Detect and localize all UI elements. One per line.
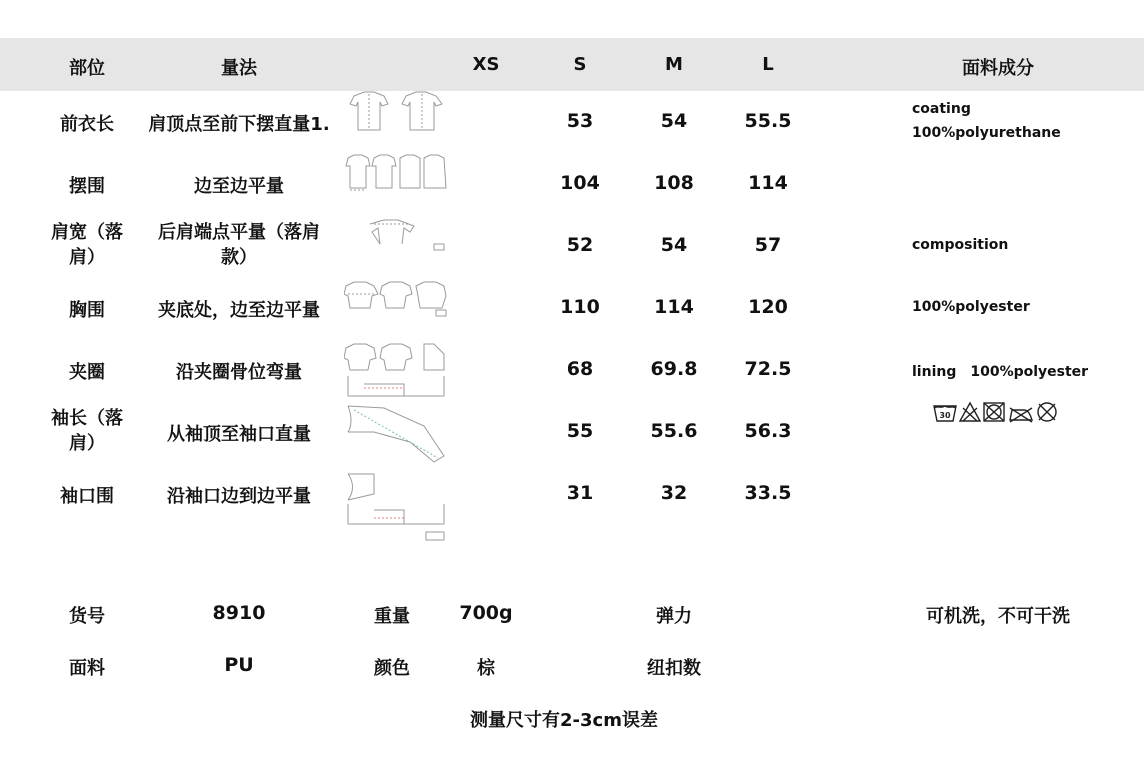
weight-label: 重量 [374, 606, 410, 627]
iron-icon [1010, 408, 1032, 422]
row-method: 边至边平量 [194, 176, 284, 197]
weight-value: 700g [459, 602, 513, 624]
lining-text: lining 100%polyester [912, 364, 1089, 380]
wash-note: 可机洗，不可干洗 [926, 606, 1070, 627]
composition-label: composition [912, 237, 1009, 253]
row-method: 从袖顶至袖口直量 [167, 424, 311, 445]
row-size-l: 33.5 [744, 482, 792, 504]
row-method: 沿袖口边到边平量 [167, 486, 311, 507]
armhole-diagram-icon [344, 340, 448, 400]
coating-label: coating [912, 101, 971, 117]
elasticity-label: 弹力 [656, 606, 692, 627]
row-size-s: 31 [566, 482, 594, 504]
row-size-l: 120 [748, 296, 788, 318]
row-size-m: 32 [660, 482, 688, 504]
cuff-diagram-icon [344, 470, 448, 544]
row-size-l: 56.3 [744, 420, 792, 442]
coating-value: 100%polyurethane [912, 125, 1061, 141]
item-no-label: 货号 [69, 606, 105, 627]
header-method: 量法 [221, 58, 257, 79]
row-size-l: 72.5 [744, 358, 792, 380]
front-length-diagram-icon [344, 90, 448, 134]
row-part: 袖长（落肩） [51, 408, 123, 454]
color-value: 棕 [477, 658, 495, 679]
header-s: S [573, 54, 587, 75]
row-size-m: 55.6 [650, 420, 698, 442]
header-m: M [665, 54, 683, 75]
header-part: 部位 [69, 58, 105, 79]
care-symbols [932, 400, 1062, 424]
row-method: 后肩端点平量（落肩款） [158, 222, 320, 268]
header-l: L [762, 54, 774, 75]
row-size-s: 52 [566, 234, 594, 256]
svg-text:30: 30 [939, 411, 951, 420]
row-size-m: 54 [660, 110, 688, 132]
bleach-icon [960, 403, 980, 421]
row-part: 袖口围 [60, 486, 114, 507]
fabric-value: PU [224, 654, 254, 676]
color-label: 颜色 [374, 658, 410, 679]
shoulder-diagram-icon [344, 214, 448, 256]
no-tumble-dry-icon [984, 403, 1004, 421]
row-part: 摆围 [69, 176, 105, 197]
no-dry-clean-icon [1038, 403, 1056, 421]
row-size-l: 114 [748, 172, 788, 194]
row-size-s: 68 [566, 358, 594, 380]
row-part: 肩宽（落肩） [51, 222, 123, 268]
row-part: 前衣长 [60, 114, 114, 135]
header-composition: 面料成分 [962, 58, 1034, 79]
row-size-m: 69.8 [650, 358, 698, 380]
row-size-s: 55 [566, 420, 594, 442]
chest-diagram-icon [344, 278, 448, 320]
buttons-label: 纽扣数 [647, 658, 701, 679]
row-size-l: 57 [754, 234, 782, 256]
row-method: 夹底处，边至边平量 [158, 300, 320, 321]
row-size-s: 53 [566, 110, 594, 132]
composition-value: 100%polyester [912, 299, 1030, 315]
row-part: 夹圈 [69, 362, 105, 383]
footer-note: 测量尺寸有2-3cm误差 [470, 710, 658, 731]
row-size-m: 108 [654, 172, 694, 194]
hem-diagram-icon [344, 152, 448, 194]
row-size-m: 114 [654, 296, 694, 318]
row-size-m: 54 [660, 234, 688, 256]
row-size-s: 110 [560, 296, 600, 318]
row-method: 肩顶点至前下摆直量1. [148, 114, 330, 135]
row-size-s: 104 [560, 172, 600, 194]
item-no-value: 8910 [212, 602, 266, 624]
header-xs: XS [472, 54, 500, 75]
row-method: 沿夹圈骨位弯量 [176, 362, 302, 383]
wash-30-icon [934, 406, 956, 421]
sleeve-length-diagram-icon [344, 402, 448, 466]
row-part: 胸围 [69, 300, 105, 321]
fabric-label: 面料 [69, 658, 105, 679]
row-size-l: 55.5 [744, 110, 792, 132]
